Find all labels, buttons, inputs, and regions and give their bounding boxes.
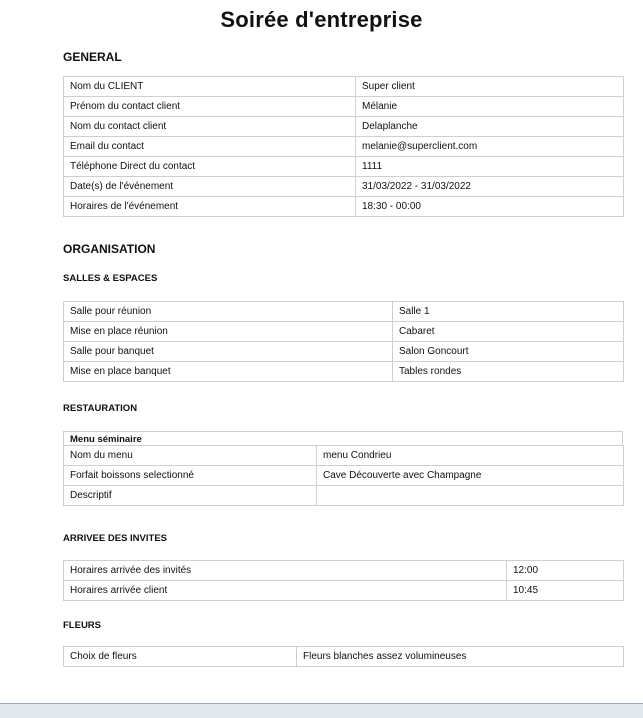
- section-heading-general: GENERAL: [63, 50, 122, 64]
- row-label: Nom du contact client: [64, 117, 356, 137]
- table-row: [64, 446, 624, 466]
- table-row: [64, 302, 624, 322]
- row-value: Mélanie: [356, 97, 624, 117]
- table-row: [64, 117, 624, 137]
- table-row: [64, 177, 624, 197]
- row-value: Delaplanche: [356, 117, 624, 137]
- menu-subheading: Menu séminaire: [63, 431, 623, 445]
- salles-table: [63, 301, 624, 382]
- row-value: Salon Goncourt: [393, 342, 624, 362]
- row-value: 18:30 - 00:00: [356, 197, 624, 217]
- row-label: Prénom du contact client: [64, 97, 356, 117]
- section-heading-fleurs: FLEURS: [63, 620, 101, 631]
- row-label: Mise en place banquet: [64, 362, 393, 382]
- table-row: [64, 362, 624, 382]
- row-value: [317, 486, 624, 506]
- row-label: Horaires arrivée des invités: [64, 561, 507, 581]
- fleurs-table: [63, 646, 624, 667]
- row-label: Horaires de l'événement: [64, 197, 356, 217]
- row-label: Nom du menu: [64, 446, 317, 466]
- table-row: [64, 97, 624, 117]
- row-value: melanie@superclient.com: [356, 137, 624, 157]
- row-value: 10:45: [507, 581, 624, 601]
- viewer-bottom-bar: [0, 703, 643, 718]
- row-value: 1111: [356, 157, 624, 177]
- table-row: [64, 77, 624, 97]
- table-row: [64, 197, 624, 217]
- row-label: Forfait boissons selectionné: [64, 466, 317, 486]
- row-value: Cave Découverte avec Champagne: [317, 466, 624, 486]
- row-label: Descriptif: [64, 486, 317, 506]
- row-value: menu Condrieu: [317, 446, 624, 466]
- table-row: [64, 486, 624, 506]
- table-row: [64, 581, 624, 601]
- row-value: Tables rondes: [393, 362, 624, 382]
- row-value: 31/03/2022 - 31/03/2022: [356, 177, 624, 197]
- section-heading-salles: SALLES & ESPACES: [63, 273, 158, 284]
- row-value: 12:00: [507, 561, 624, 581]
- row-label: Horaires arrivée client: [64, 581, 507, 601]
- table-row: [64, 561, 624, 581]
- row-label: Nom du CLIENT: [64, 77, 356, 97]
- restauration-table: [63, 445, 624, 506]
- table-row: [64, 342, 624, 362]
- row-label: Salle pour réunion: [64, 302, 393, 322]
- row-value: Cabaret: [393, 322, 624, 342]
- row-value: Salle 1: [393, 302, 624, 322]
- row-value: Super client: [356, 77, 624, 97]
- table-row: [64, 137, 624, 157]
- table-row: [64, 157, 624, 177]
- table-row: [64, 322, 624, 342]
- row-label: Date(s) de l'événement: [64, 177, 356, 197]
- document-title: Soirée d'entreprise: [220, 7, 423, 32]
- section-heading-arrivee: ARRIVEE DES INVITES: [63, 533, 167, 544]
- section-heading-organisation: ORGANISATION: [63, 242, 156, 256]
- table-row: [64, 647, 624, 667]
- row-label: Téléphone Direct du contact: [64, 157, 356, 177]
- table-row: [64, 466, 624, 486]
- row-label: Mise en place réunion: [64, 322, 393, 342]
- row-label: Choix de fleurs: [64, 647, 297, 667]
- arrivee-table: [63, 560, 624, 601]
- row-value: Fleurs blanches assez volumineuses: [297, 647, 624, 667]
- section-heading-restauration: RESTAURATION: [63, 403, 138, 414]
- general-table: [63, 76, 624, 217]
- row-label: Salle pour banquet: [64, 342, 393, 362]
- row-label: Email du contact: [64, 137, 356, 157]
